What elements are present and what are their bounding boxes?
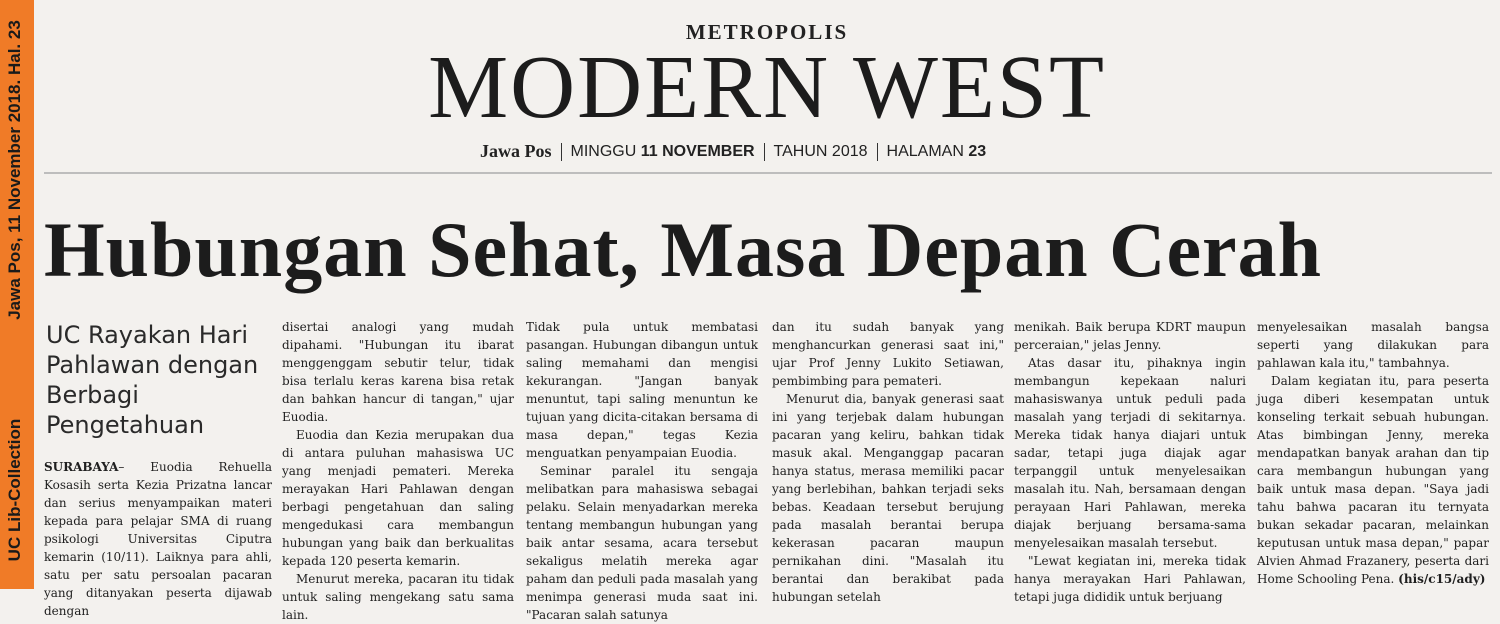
paragraph: Seminar paralel itu sengaja melibatkan para mahasiswa sebagai pelaku. Selain menyadarkan mereka tentang membangun hubungan yang baik antar sesama, acara tersebut sekaligus melatih mereka agar paham dan peduli pada masalah yang menimpa generasi muda saat ini. "Pacaran salah satunya	[526, 464, 758, 622]
paragraph: Menurut mereka, pacaran itu tidak untuk saling mengekang satu sama lain.	[282, 572, 514, 622]
section-brand: MODERN WEST	[428, 38, 1106, 137]
source-citation: Jawa Pos, 11 November 2018. Hal. 23	[5, 20, 24, 320]
day-label: MINGGU	[570, 142, 637, 160]
article-column-3	[526, 318, 758, 622]
article-column-6	[1257, 318, 1489, 588]
paragraph	[1257, 372, 1489, 588]
paragraph	[44, 458, 272, 620]
date-value: 11 NOVEMBER	[640, 142, 755, 160]
dateline: SURABAYA	[44, 460, 119, 474]
article-column-2	[282, 318, 514, 622]
paper-name: Jawa Pos	[480, 141, 552, 161]
page-label: HALAMAN	[886, 142, 964, 160]
article-column-5	[1014, 318, 1246, 604]
masthead-rule	[44, 172, 1492, 174]
issue-date	[571, 143, 755, 161]
divider	[877, 143, 878, 161]
issue-page	[887, 143, 987, 161]
article-column-4	[772, 318, 1004, 604]
page-number: 23	[968, 142, 987, 160]
article-column-1	[44, 458, 272, 618]
paragraph: Atas dasar itu, pihaknya ingin membangun kepekaan naluri mahasiswanya untuk peduli pada masalah yang terjadi di sekitarnya. Mereka tidak hanya diajari untuk sadar, tetapi juga diajak agar terpanggil untuk menyelesaikan masalah itu. Nah, bersamaan dengan perayaan Hari Pahlawan, mereka diajak berjuang bersama-sama menyelesaikan masalah tersebut.	[1014, 356, 1246, 550]
paragraph: "Lewat kegiatan ini, mereka tidak hanya merayakan Hari Pahlawan, tetapi juga dididik untuk berjuang	[1014, 554, 1246, 604]
article-subhead: UC Rayakan Hari Pahlawan dengan Berbagi Pengetahuan	[46, 321, 259, 439]
paragraph: Tidak pula untuk membatasi pasangan. Hubungan dibangun untuk saling memahami dan mengisi kekurangan. "Jangan banyak menuntut, tapi saling menuntun ke tujuan yang dicita-citakan bersama di masa depan," tegas Kezia menguatkan penyampaian Euodia.	[526, 320, 758, 460]
collection-label: UC Lib-Collection	[5, 418, 24, 562]
paragraph-text: Dalam kegiatan itu, para peserta juga diberi kesempatan untuk konseling terkait sebuah hubungan. Atas bimbingan Jenny, mereka mendapatkan banyak arahan dan tip cara membangun hubungan yang baik untuk masa depan. "Saya jadi tahu bahwa pacaran itu ternyata bukan sekadar pacaran, melainkan keputusan untuk masa depan," papar Alvien Ahmad Frazanery, peserta dari Home Schooling Pena.	[1257, 374, 1489, 586]
byline-signature: (his/c15/ady)	[1398, 572, 1486, 586]
paragraph-text: – Euodia Rehuella Kosasih serta Kezia Prizatna lancar dan serius menyampaikan materi kepada para pelajar SMA di ruang psikologi Universitas Ciputra kemarin (10/11). Laiknya para ahli, satu per satu persoalan pacaran yang ditanyakan peserta dijawab dengan	[44, 460, 272, 618]
article-headline: Hubungan Sehat, Masa Depan Cerah	[44, 206, 1323, 293]
paragraph: disertai analogi yang mudah dipahami. "Hubungan itu ibarat menggenggam sebutir telur, tidak bisa terlalu keras karena bisa retak dan bahkan hancur di tangan," ujar Euodia.	[282, 320, 514, 424]
issue-year: TAHUN 2018	[773, 142, 868, 160]
archive-sidebar-text	[0, 0, 34, 589]
section-name: METROPOLIS	[685, 20, 849, 44]
paragraph: Menurut dia, banyak generasi saat ini yang terjebak dalam hubungan pacaran yang keliru, bahkan tidak masuk akal. Menganggap pacaran hanya status, merasa memiliki pacar yang berlebihan, bahkan terjadi seks bebas. Keadaan tersebut berujung pada masalah berantai berupa kekerasan pacaran maupun pernikahan dini. "Masalah itu berantai dan berakibat pada hubungan setelah	[772, 392, 1004, 604]
divider	[764, 143, 765, 161]
paragraph: dan itu sudah banyak yang menghancurkan generasi saat ini," ujar Prof Jenny Lukito Setiawan, pembimbing para pemateri.	[772, 320, 1004, 388]
paragraph: menikah. Baik berupa KDRT maupun perceraian," jelas Jenny.	[1014, 320, 1246, 352]
issue-info	[480, 141, 986, 162]
paragraph: menyelesaikan masalah bangsa seperti yang dilakukan para pahlawan kala itu," tambahnya.	[1257, 320, 1489, 370]
divider	[561, 143, 562, 161]
paragraph: Euodia dan Kezia merupakan dua di antara puluhan mahasiswa UC yang menjadi pemateri. Mereka merayakan Hari Pahlawan dengan berbagi pengetahuan dan saling mengedukasi cara membangun hubungan yang baik dan berkualitas kepada 120 peserta kemarin.	[282, 428, 514, 568]
